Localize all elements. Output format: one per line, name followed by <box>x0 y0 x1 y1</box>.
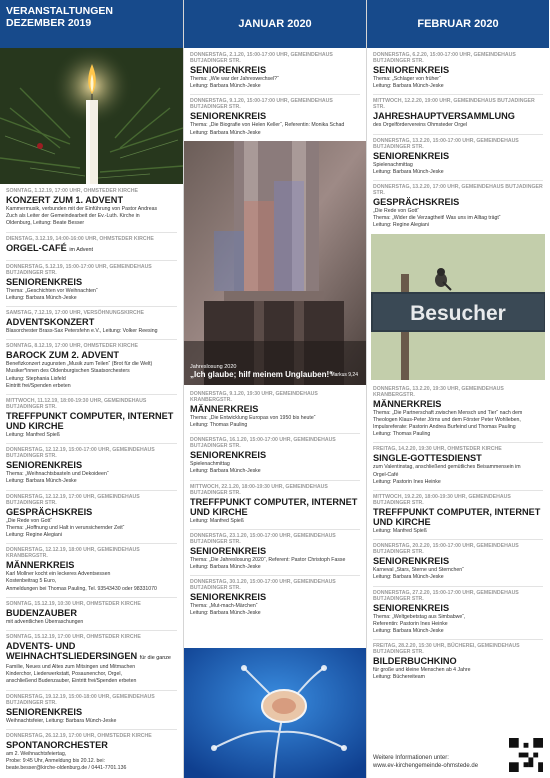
event-detail: Benefizkonzert zugunsten „Musik zum Teilen“ (Brot für die Welt) <box>6 361 153 368</box>
event-title <box>6 317 177 327</box>
event-meta: DONNERSTAG, 2.1.20, 15:00-17:00 UHR, GEMEINDEHAUS BUTJADINGER STR. <box>190 52 333 64</box>
event-meta: DONNERSTAG, 20.2.20, 15:00-17:00 UHR, GEMEINDEHAUS BUTJADINGER STR. <box>373 543 519 556</box>
event-title <box>190 592 360 602</box>
event-title-text: KONZERT ZUM 1. ADVENT <box>6 195 124 205</box>
event-detail: Thema: „Hoffnung und Halt in verunsichernder Zeit“ <box>6 524 125 531</box>
church-window-image <box>184 141 366 385</box>
event-detail: Thema: „Mut-mach-Märchen“ <box>190 603 258 610</box>
event-title-text: MÄNNERKREIS <box>6 560 75 571</box>
event-detail: Thema: „Geschichten vor Weihnachten“ <box>6 287 98 294</box>
event-detail: Thema: „Wider die Verzagtheit! Was uns im Alltag trägt“ <box>373 215 501 222</box>
event-title <box>373 656 543 666</box>
divider <box>190 575 360 576</box>
event-entry <box>190 579 360 616</box>
divider <box>6 260 177 261</box>
event-title <box>190 450 360 460</box>
candle-image <box>0 48 183 184</box>
event-meta: DONNERSTAG, 26.12.19, 17:00 UHR, OHMSTEDER KIRCHE <box>6 732 152 739</box>
event-meta: DONNERSTAG, 12.12.19, 18:00 UHR, GEMEINDEHAUS KRANBERGSTR. <box>6 547 140 560</box>
event-entry <box>190 98 360 135</box>
event-detail: Thema: „Weihnachtsbasteln und Dekoideen“ <box>6 471 109 478</box>
event-entry <box>373 138 543 175</box>
event-detail: mit adventlichen Überraschungen <box>6 618 84 625</box>
event-title <box>6 411 177 431</box>
event-title <box>190 546 360 556</box>
event-detail: Leitung: Thomas Pauling <box>373 431 431 438</box>
event-entry <box>373 494 543 534</box>
header-december <box>0 0 183 48</box>
event-title <box>190 497 360 517</box>
website-footer <box>373 755 478 770</box>
event-detail: am 2. Weihnachtsfeiertag, <box>6 750 67 757</box>
event-entry <box>6 547 177 592</box>
divider <box>6 306 177 307</box>
event-title-text: SENIORENKREIS <box>190 111 267 122</box>
event-entry <box>373 446 543 485</box>
event-title-text: GESPRÄCHSKREIS <box>373 197 460 208</box>
divider <box>190 529 360 530</box>
caption-label: Jahreslosung 2020 <box>190 363 237 370</box>
divider <box>6 597 177 598</box>
divider <box>6 690 177 691</box>
event-title <box>373 507 543 527</box>
divider <box>6 490 177 491</box>
event-title-text: SENIORENKREIS <box>6 706 83 717</box>
event-detail: Weihnachtsfeier, Leitung: Barbara Münch-Jeske <box>6 717 117 724</box>
event-meta: DONNERSTAG, 30.1.20, 15:00-17:00 UHR, GEMEINDEHAUS BUTJADINGER STR. <box>190 579 336 592</box>
frost-plant-image <box>184 648 366 778</box>
event-detail: Spielenachmittag <box>190 461 230 468</box>
event-title-text: SENIORENKREIS <box>373 602 450 613</box>
divider <box>190 433 360 434</box>
january-event-list-top <box>184 48 366 136</box>
divider <box>373 539 543 540</box>
event-meta: DIENSTAG, 3.12.19, 14:00-16:00 UHR, OHMSTEDER KIRCHE <box>6 235 154 242</box>
event-detail: Kinderchor, Liederwerkstatt, Posaunenchor, Orgel, <box>6 671 122 678</box>
event-detail: Leitung: Barbara Münch-Jeske <box>373 574 444 581</box>
event-title <box>6 243 177 255</box>
event-title <box>373 556 543 566</box>
event-meta: MITTWOCH, 22.1.20, 18:00-19:30 UHR, GEMEINDEHAUS BUTJADINGER STR. <box>190 483 328 496</box>
event-meta: SONNTAG, 1.12.19, 17:00 UHR, OHMSTEDER KIRCHE <box>6 188 138 194</box>
event-detail: des Orgelfördervereins Ohmsteder Orgel <box>373 122 467 129</box>
event-title-text: MÄNNERKREIS <box>190 403 259 414</box>
event-detail: Leitung: Regine Alegiani <box>373 222 429 229</box>
event-detail: Leitung: Barbara Münch-Jeske <box>373 83 444 90</box>
event-detail: Blasorchester Brass-Sax Petersfehn e.V., Leitung: Volker Reesing <box>6 328 158 335</box>
header-title: VERANSTALTUNGEN <box>6 5 113 17</box>
event-detail: Leitung: Barbara Münch-Jeske <box>190 610 261 617</box>
sign-text: Besucher <box>410 301 506 325</box>
event-title <box>190 404 360 414</box>
event-detail: Familie, Neues und Altes zum Mitsingen und Mitmachen <box>6 664 136 671</box>
event-title-text: SENIORENKREIS <box>373 65 450 75</box>
divider <box>6 443 177 444</box>
event-entry <box>6 601 177 625</box>
event-detail: Eintritt frei/Spenden erbeten <box>6 382 71 389</box>
event-detail: Karneval „Stars, Sterne und Sternchen“ <box>373 567 464 574</box>
event-title <box>373 111 543 121</box>
event-entry <box>6 236 177 255</box>
event-title-text: ADVENTSKONZERT <box>6 317 95 328</box>
event-title <box>6 460 177 470</box>
divider <box>373 639 543 640</box>
divider <box>373 490 543 491</box>
event-meta: DONNERSTAG, 13.2.20, 15:00-17:00 UHR, GEMEINDEHAUS BUTJADINGER STR. <box>373 137 519 150</box>
event-entry <box>373 386 543 438</box>
divider <box>6 339 177 340</box>
january-event-list-bottom <box>184 385 366 617</box>
event-title-suffix: für die ganze <box>139 655 171 662</box>
divider <box>190 94 360 95</box>
event-meta: DONNERSTAG, 9.1.20, 19:30 UHR, GEMEINDEHAUS KRANBERGSTR. <box>190 390 318 403</box>
event-title <box>373 399 543 409</box>
event-title-text: JAHRESHAUPTVERSAMMLUNG <box>373 111 515 122</box>
event-detail: Leitung: Pastorin Ines Heinke <box>373 478 441 485</box>
qr-code-icon[interactable] <box>509 738 543 772</box>
event-title <box>373 453 543 463</box>
event-meta: SONNTAG, 15.12.19, 17:00 UHR, OHMSTEDER KIRCHE <box>6 634 141 641</box>
event-entry <box>373 52 543 89</box>
event-detail: Spielenachmittag <box>373 161 413 168</box>
event-detail: Oldenburg, Leitung: Beate Besser <box>6 220 85 227</box>
event-meta: DONNERSTAG, 16.1.20, 15:00-17:00 UHR, GEMEINDEHAUS BUTJADINGER STR. <box>190 437 336 450</box>
event-title <box>6 277 177 287</box>
divider <box>6 729 177 730</box>
event-entry <box>6 694 177 724</box>
event-detail: Thema: „Schlager von früher“ <box>373 76 441 82</box>
event-title-text: GESPRÄCHSKREIS <box>6 506 93 517</box>
event-title <box>373 197 543 207</box>
event-detail: Musiker*innen des Oldenburgischen Staatsorchesters <box>6 368 130 375</box>
event-detail: beate.besser@kirche-oldenburg.de / 0441-7701.136 <box>6 765 127 772</box>
event-title-text: SENIORENKREIS <box>190 545 267 556</box>
event-entry <box>6 310 177 334</box>
event-detail: Anmeldungen bei Thomas Pauling, Tel. 93543430 oder 98331070 <box>6 585 157 592</box>
event-title-text: SENIORENKREIS <box>190 592 267 603</box>
event-detail: anschließend Budenzauber, Eintritt frei/Spenden erbeten <box>6 678 137 685</box>
february-event-list-top <box>367 48 549 229</box>
event-title-text: SENIORENKREIS <box>6 460 83 471</box>
divider <box>373 442 543 443</box>
event-title-text: MÄNNERKREIS <box>373 398 442 409</box>
divider <box>190 480 360 481</box>
divider <box>373 586 543 587</box>
event-entry <box>6 343 177 389</box>
event-detail: Orgel-Café <box>373 471 399 478</box>
event-detail: Leitung: Barbara Münch-Jeske <box>373 628 444 635</box>
event-entry <box>373 643 543 680</box>
event-entry <box>6 188 177 227</box>
event-entry <box>190 484 360 524</box>
event-detail: Leitung: Thomas Pauling <box>190 422 248 429</box>
event-meta: DONNERSTAG, 13.2.20, 19:30 UHR, GEMEINDEHAUS KRANBERGSTR. <box>373 385 504 398</box>
event-detail: Leitung: Barbara Münch-Jeske <box>190 83 261 90</box>
visitor-sign-image <box>371 234 545 380</box>
event-meta: DONNERSTAG, 27.2.20, 15:00-17:00 UHR, GEMEINDEHAUS BUTJADINGER STR. <box>373 589 519 602</box>
event-entry <box>6 264 177 301</box>
event-title-text: BAROCK ZUM 2. ADVENT <box>6 350 119 361</box>
event-entry <box>190 52 360 89</box>
event-detail: „Die Rede von Gott“ <box>6 517 53 524</box>
event-meta: DONNERSTAG, 12.12.19, 15:00-17:00 UHR, GEMEINDEHAUS BUTJADINGER STR. <box>6 447 155 460</box>
event-detail: Karl Mollner kocht ein leckeres Adventsessen <box>6 571 111 578</box>
event-detail: Leitung: Stephania Lisfeld <box>6 375 66 382</box>
divider <box>6 394 177 395</box>
event-detail: Leitung: Barbara Münch-Jeske <box>190 129 261 136</box>
event-title-text: ADVENTS- UND WEIHNACHTSLIEDERSINGEN <box>6 641 138 662</box>
event-title <box>373 603 543 613</box>
event-title-text: TREFFPUNKT COMPUTER, INTERNET UND KIRCHE <box>373 507 541 528</box>
event-title-text: SENIORENKREIS <box>6 276 83 287</box>
event-title-text: SENIORENKREIS <box>373 150 450 161</box>
event-entry <box>373 590 543 635</box>
december-event-list <box>0 184 183 771</box>
event-detail: Probe: 9:45 Uhr, Anmeldung bis 20.12. bei: <box>6 758 105 765</box>
event-entry <box>190 391 360 428</box>
event-meta: DONNERSTAG, 9.1.20, 15:00-17:00 UHR, GEMEINDEHAUS BUTJADINGER STR. <box>190 98 333 111</box>
event-meta: SAMSTAG, 7.12.19, 17:00 UHR, VERSÖHNUNGSKIRCHE <box>6 310 144 317</box>
event-detail: Thema: „Wie war der Jahreswechsel?“ <box>190 76 279 82</box>
event-detail: Leitung: Barbara Münch-Jeske <box>190 564 261 571</box>
event-meta: DONNERSTAG, 13.2.20, 17:00 UHR, GEMEINDEHAUS BUTJADINGER STR. <box>373 184 543 197</box>
event-entry <box>6 733 177 772</box>
event-detail: Kammermusik, verbunden mit der Einführung von Pastor Andreas <box>6 206 158 212</box>
event-detail: Thema: „Die Jahreslosung 2020“, Referent: Pastor Christoph Fasse <box>190 556 346 563</box>
event-detail: Leitung: Büchereiteam <box>373 674 425 681</box>
footer-label: Weitere Informationen unter: <box>373 755 449 761</box>
event-meta: DONNERSTAG, 23.1.20, 15:00-17:00 UHR, GEMEINDEHAUS BUTJADINGER STR. <box>190 532 336 545</box>
event-meta: MITTWOCH, 12.2.20, 19:00 UHR, GEMEINDEHAUS BUTJADINGER STR. <box>373 98 535 111</box>
jahreslosung-caption <box>190 364 333 379</box>
divider <box>6 630 177 631</box>
event-title <box>6 740 177 750</box>
event-title-text: SPONTANORCHESTER <box>6 739 108 750</box>
event-entry <box>373 184 543 229</box>
event-detail: Leitung: Manfred Spieß <box>373 528 427 535</box>
event-title <box>373 65 543 75</box>
event-detail: Theologen Klaus-Peter Jörns und dem Förster Peter Wohlleben, <box>373 416 521 423</box>
footer-url[interactable]: www.ev-kirchengemeinde-ohmstede.de <box>373 762 479 769</box>
event-meta: SONNTAG, 15.12.19, 10:30 UHR, OHMSTEDER KIRCHE <box>6 600 141 607</box>
event-detail: „Die Rede von Gott“ <box>373 208 420 215</box>
event-detail: Referentin: Pastorin Ines Heinke <box>373 620 448 627</box>
event-detail: zum Valentinstag, anschließend gemütliches Beisammensein im <box>373 464 521 471</box>
event-meta: FREITAG, 28.2.20, 15:30 UHR, BÜCHEREI, GEMEINDEHAUS BUTJADINGER STR. <box>373 643 520 656</box>
caption-reference: Markus 9,24 <box>330 371 358 378</box>
event-title <box>373 151 543 161</box>
event-meta: DONNERSTAG, 5.12.19, 15:00-17:00 UHR, GEMEINDEHAUS BUTJADINGER STR. <box>6 263 152 276</box>
column-january <box>183 0 366 778</box>
event-title <box>6 195 177 205</box>
event-entry <box>190 533 360 570</box>
column-december <box>0 0 183 778</box>
february-event-list-bottom <box>367 380 549 681</box>
event-meta: DONNERSTAG, 6.2.20, 15:00-17:00 UHR, GEMEINDEHAUS BUTJADINGER STR. <box>373 52 516 64</box>
event-detail: Impulsreferate: Pastorin Andrea Burfeind und Thomas Pauling <box>373 424 516 431</box>
event-detail: Leitung: Manfred Spieß <box>190 517 244 524</box>
event-entry <box>6 634 177 685</box>
caption-quote: „Ich glaube; hilf meinem Unglauben!“ <box>190 369 334 379</box>
event-title <box>6 350 177 360</box>
event-detail: Leitung: Barbara Münch-Jeske <box>190 468 261 475</box>
event-detail: Leitung: Barbara Münch-Jeske <box>6 478 77 485</box>
event-detail: Leitung: Barbara Münch-Jeske <box>373 168 444 175</box>
event-detail: Zuch als Leiter der Gemeindearbeit der Ev.-Luth. Kirche in <box>6 213 140 220</box>
event-meta: DONNERSTAG, 19.12.19, 15:00-18:00 UHR, GEMEINDEHAUS BUTJADINGER STR. <box>6 693 155 706</box>
event-title-text: TREFFPUNKT COMPUTER, INTERNET UND KIRCHE <box>190 496 358 517</box>
event-detail: Thema: „Die Partnerschaft zwischen Mensch und Tier“ nach dem <box>373 409 523 416</box>
event-title-text: BILDERBUCHKINO <box>373 656 457 667</box>
event-entry <box>373 98 543 128</box>
event-entry <box>6 447 177 484</box>
event-title-text: SENIORENKREIS <box>190 65 267 75</box>
event-title-text: BUDENZAUBER <box>6 607 77 618</box>
column-february <box>366 0 549 778</box>
event-title <box>6 707 177 717</box>
event-detail: Kostenbeitrag 5 Euro, <box>6 578 57 585</box>
event-detail: Leitung: Manfred Spieß <box>6 432 60 439</box>
event-title <box>190 65 360 75</box>
header-january: JANUAR 2020 <box>184 0 366 48</box>
event-entry <box>190 437 360 474</box>
header-february: FEBRUAR 2020 <box>367 0 549 48</box>
event-detail: Thema: „Weltgebetstag aus Simbabwe“, <box>373 613 466 620</box>
event-title-text: ORGEL-CAFÉ <box>6 242 67 253</box>
event-meta: SONNTAG, 8.12.19, 17:00 UHR, OHMSTEDER KIRCHE <box>6 343 138 350</box>
event-title <box>6 560 177 570</box>
divider <box>373 94 543 95</box>
divider <box>373 134 543 135</box>
event-title-suffix: im Advent <box>69 246 93 253</box>
divider <box>373 180 543 181</box>
event-detail: Thema: „Die Entwicklung Europas von 1950 bis heute“ <box>190 414 316 421</box>
header-month: DEZEMBER 2019 <box>6 17 92 29</box>
divider <box>6 232 177 233</box>
event-entry <box>373 543 543 580</box>
event-title-text: TREFFPUNKT COMPUTER, INTERNET UND KIRCHE <box>6 411 174 432</box>
event-detail: Leitung: Barbara Münch-Jeske <box>6 294 77 301</box>
event-title-text: SENIORENKREIS <box>190 450 267 461</box>
event-title <box>6 641 177 663</box>
event-title <box>190 111 360 121</box>
divider <box>6 543 177 544</box>
event-meta: FREITAG, 14.2.20, 19:30 UHR, OHMSTEDER KIRCHE <box>373 446 502 453</box>
event-title-text: SINGLE-GOTTESDIENST <box>373 453 482 464</box>
event-detail: Thema: „Die Biografie von Helen Keller“, Referentin: Monika Schad <box>190 122 345 129</box>
event-meta: MITTWOCH, 19.2.20, 18:00-19:30 UHR, GEMEINDEHAUS BUTJADINGER STR. <box>373 494 511 507</box>
event-detail: Leitung: Regine Alegiani <box>6 532 62 539</box>
event-meta: MITTWOCH, 11.12.19, 18:00-19:30 UHR, GEMEINDEHAUS BUTJADINGER STR. <box>6 398 147 411</box>
event-title <box>6 608 177 618</box>
event-meta: DONNERSTAG, 12.12.19, 17:00 UHR, GEMEINDEHAUS BUTJADINGER STR. <box>6 493 140 506</box>
event-detail: für große und kleine Menschen ab 4 Jahre <box>373 667 471 674</box>
event-entry <box>6 494 177 539</box>
event-entry <box>6 398 177 438</box>
event-title-text: SENIORENKREIS <box>373 556 450 567</box>
event-title <box>6 507 177 517</box>
